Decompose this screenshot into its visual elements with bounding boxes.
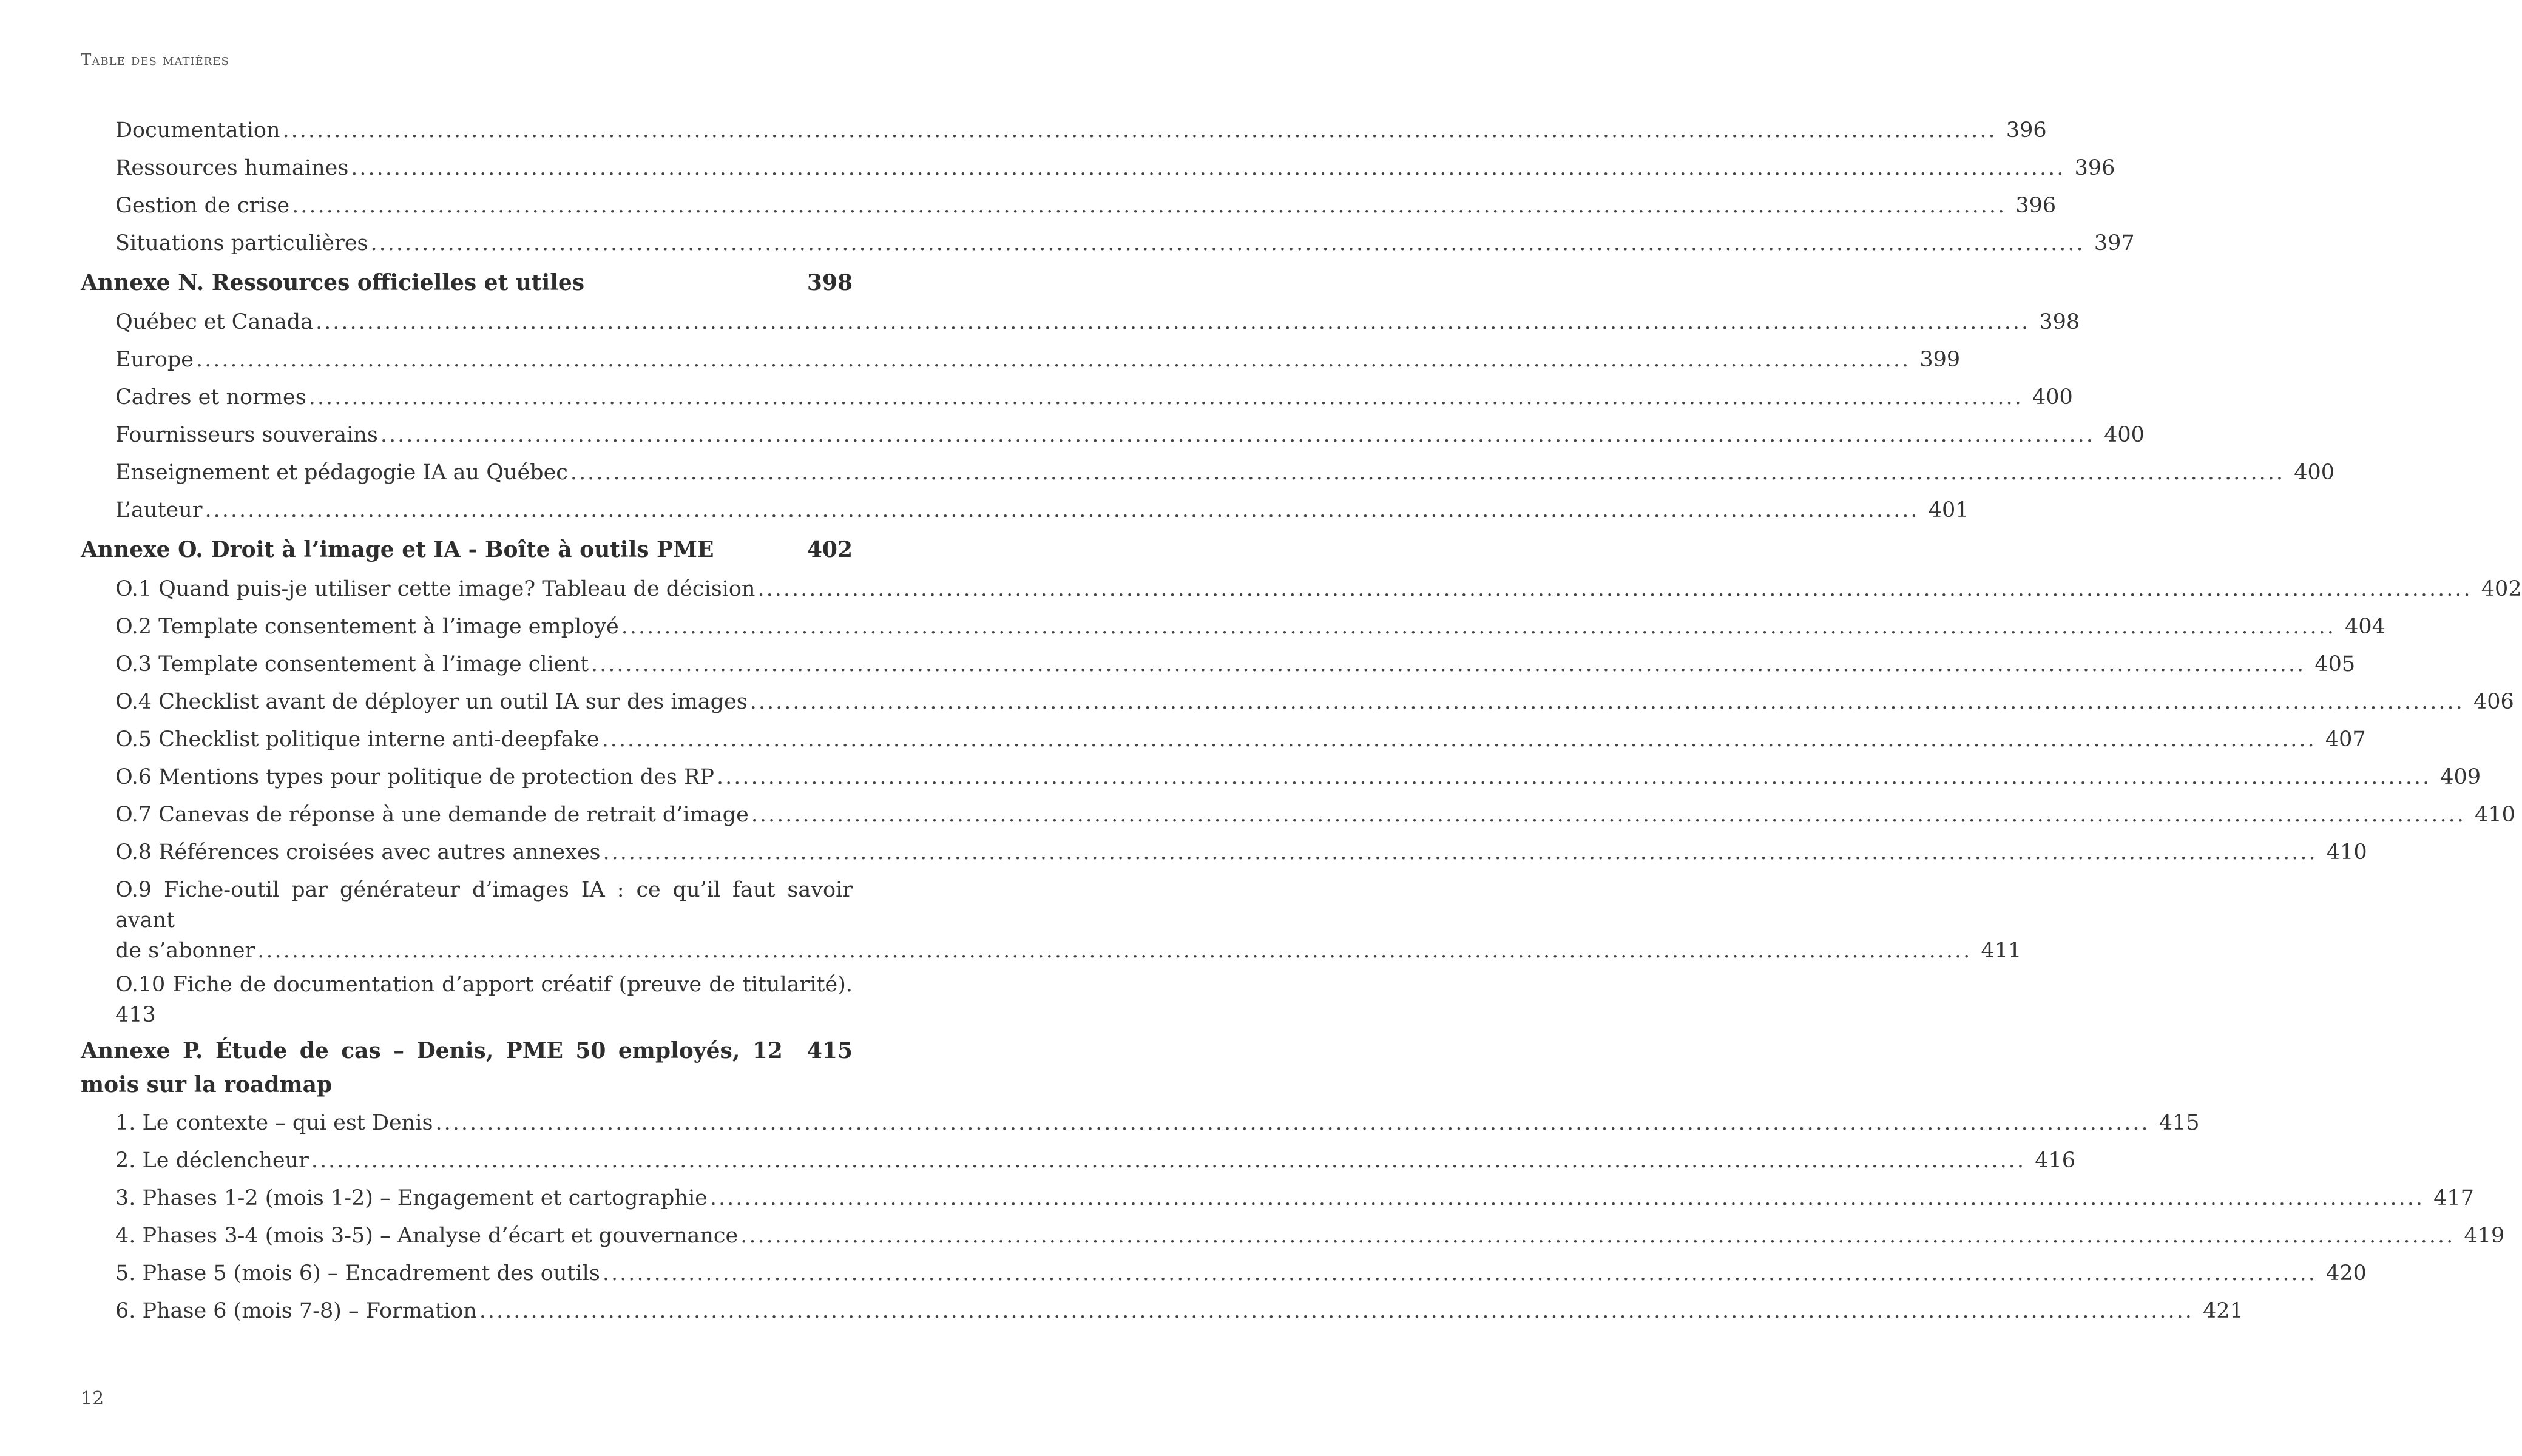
toc-entry[interactable] [81, 379, 2073, 416]
toc-entry[interactable] [81, 1104, 2200, 1142]
toc-entry-page: 409 [2440, 765, 2481, 789]
toc-entry-page: 413 [115, 1003, 156, 1027]
toc-entry[interactable] [81, 1142, 2076, 1179]
toc-entry[interactable] [81, 1292, 2243, 1330]
dot-leader: ........................................................................................................................................................................................................ [311, 1148, 2026, 1173]
toc-entry-page: 416 [2035, 1148, 2076, 1173]
toc-entry-label: Fournisseurs souverains [115, 423, 378, 447]
toc-entry-label: Ressources humaines [115, 156, 349, 180]
toc-entry-page: 398 [2039, 310, 2080, 334]
dot-leader: ........................................................................................................................................................................................................ [308, 385, 2023, 410]
toc-entry-page: 399 [1919, 348, 1961, 372]
toc-section-label: Annexe P. Étude de cas – Denis, PME 50 employés, 12 mois sur la roadmap [81, 1038, 783, 1097]
toc-entry-page: 406 [2473, 690, 2514, 714]
toc-entry[interactable] [81, 416, 2145, 454]
dot-leader: ........................................................................................................................................................................................................ [570, 460, 2285, 485]
toc-section-label: Annexe N. Ressources officielles et utiles [81, 270, 585, 295]
toc-entry-label: O.3 Template consentement à l’image client [115, 652, 589, 676]
toc-section-page: 398 [806, 270, 853, 295]
toc-section-heading[interactable] [81, 1034, 853, 1102]
toc-entry-label: O.7 Canevas de réponse à une demande de retrait d’image [115, 803, 749, 827]
toc-entry-label: O.6 Mentions types pour politique de protection des RP [115, 765, 714, 789]
toc-section-page: 415 [806, 1038, 853, 1063]
toc-entry[interactable] [81, 112, 2047, 149]
toc-entry[interactable] [81, 454, 2334, 491]
dot-leader: ........................................................................................................................................................................................................ [621, 615, 2336, 639]
toc-entry-page: 411 [1981, 939, 2022, 963]
toc-entry-label: 3. Phases 1-2 (mois 1-2) – Engagement et cartographie [115, 1186, 708, 1210]
dot-leader: ........................................................................................................................................................................................................ [435, 1111, 2150, 1135]
dot-leader: ........................................................................................................................................................................................................ [603, 840, 2317, 864]
toc-entry-multiline[interactable] [81, 969, 853, 1030]
toc-entry[interactable] [81, 1217, 2505, 1255]
toc-entry-line2 [115, 935, 2022, 966]
toc-entry[interactable] [81, 149, 2115, 187]
toc-section-label: Annexe O. Droit à l’image et IA - Boîte à outils PME [81, 537, 714, 562]
toc-entry-page: 397 [2094, 231, 2135, 255]
dot-leader: ........................................................................................................................................................................................................ [601, 727, 2316, 752]
dot-leader: ........................................................................................................................................................................................................ [282, 118, 1997, 143]
toc-section-page: 402 [806, 537, 853, 562]
table-of-contents [81, 112, 2522, 1330]
toc-entry-page: 404 [2345, 615, 2385, 639]
toc-entry[interactable] [81, 758, 2481, 796]
toc-entry[interactable] [81, 796, 2515, 834]
toc-entry-label-line1: O.9 Fiche-outil par générateur d’images IA : ce qu’il faut savoir avant [115, 878, 853, 932]
toc-entry-label: Documentation [115, 118, 280, 143]
toc-entry-label: Québec et Canada [115, 310, 314, 334]
toc-entry[interactable] [81, 1255, 2367, 1292]
dot-leader: ........................................................................................................................................................................................................ [716, 765, 2432, 789]
dot-leader: ........................................................................................................................................................................................................ [757, 577, 2472, 601]
toc-entry-page: 421 [2203, 1299, 2243, 1323]
toc-entry-page: 407 [2325, 727, 2366, 752]
running-header: Table des matières [81, 51, 229, 69]
toc-entry[interactable] [81, 645, 2356, 683]
dot-leader: ........................................................................................................................................................................................................ [257, 939, 1972, 963]
dot-leader: ........................................................................................................................................................................................................ [370, 231, 2085, 255]
toc-entry-page: 396 [2074, 156, 2115, 180]
toc-entry-label: Gestion de crise [115, 194, 290, 218]
toc-entry-label: Situations particulières [115, 231, 368, 255]
toc-entry[interactable] [81, 224, 2135, 262]
toc-entry-page: 419 [2464, 1224, 2505, 1248]
dot-leader: ........................................................................................................................................................................................................ [602, 1261, 2317, 1286]
toc-entry-label: 2. Le déclencheur [115, 1148, 309, 1173]
toc-entry-page: 405 [2314, 652, 2356, 676]
toc-entry-label: Europe [115, 348, 194, 372]
toc-entry-page: 400 [2032, 385, 2073, 410]
toc-section-heading[interactable] [81, 262, 853, 303]
toc-entry-label: 5. Phase 5 (mois 6) – Encadrement des outils [115, 1261, 600, 1286]
toc-entry[interactable] [81, 1179, 2475, 1217]
toc-entry-label: O.2 Template consentement à l’image employé [115, 615, 619, 639]
toc-entry-label: O.5 Checklist politique interne anti-deepfake [115, 727, 600, 752]
dot-leader: ........................................................................................................................................................................................................ [292, 194, 2007, 218]
toc-entry-page: 420 [2326, 1261, 2367, 1286]
toc-entry-page: 396 [2015, 194, 2057, 218]
toc-entry[interactable] [81, 491, 1969, 529]
toc-entry-label: 6. Phase 6 (mois 7-8) – Formation [115, 1299, 477, 1323]
toc-entry-label: 1. Le contexte – qui est Denis [115, 1111, 433, 1135]
toc-entry-label: Cadres et normes [115, 385, 306, 410]
toc-entry[interactable] [81, 341, 1961, 379]
toc-entry-label: L’auteur [115, 498, 203, 522]
toc-entry-label: Enseignement et pédagogie IA au Québec [115, 460, 568, 485]
toc-entry-label: O.4 Checklist avant de déployer un outil IA sur des images [115, 690, 748, 714]
toc-section-heading[interactable] [81, 529, 853, 570]
toc-entry-page: 401 [1928, 498, 1969, 522]
toc-entry-page: 400 [2104, 423, 2145, 447]
toc-entry-label: O.10 Fiche de documentation d’apport créatif (preuve de titularité). [115, 972, 853, 997]
page-number: 12 [81, 1388, 104, 1409]
toc-entry-page: 396 [2006, 118, 2047, 143]
toc-entry[interactable] [81, 834, 2367, 871]
toc-entry-label: O.1 Quand puis-je utiliser cette image? Tableau de décision [115, 577, 756, 601]
toc-entry-label-line2: de s’abonner [115, 939, 255, 963]
dot-leader: ........................................................................................................................................................................................................ [591, 652, 2306, 676]
toc-entry[interactable] [81, 608, 2385, 645]
dot-leader: ........................................................................................................................................................................................................ [316, 310, 2030, 334]
toc-entry-page: 402 [2481, 577, 2522, 601]
toc-entry-label: 4. Phases 3-4 (mois 3-5) – Analyse d’écart et gouvernance [115, 1224, 739, 1248]
dot-leader: ........................................................................................................................................................................................................ [740, 1224, 2455, 1248]
dot-leader: ........................................................................................................................................................................................................ [351, 156, 2066, 180]
toc-entry[interactable] [81, 721, 2366, 758]
dot-leader: ........................................................................................................................................................................................................ [205, 498, 1919, 522]
toc-entry-multiline[interactable] [81, 875, 2022, 966]
toc-entry-page: 410 [2326, 840, 2367, 864]
toc-entry[interactable] [81, 303, 2080, 341]
dot-leader: ........................................................................................................................................................................................................ [751, 803, 2466, 827]
toc-entry[interactable] [81, 570, 2522, 608]
toc-entry-page: 410 [2475, 803, 2515, 827]
toc-entry-page: 415 [2159, 1111, 2200, 1135]
toc-entry[interactable] [81, 683, 2514, 721]
dot-leader: ........................................................................................................................................................................................................ [479, 1299, 2194, 1323]
dot-leader: ........................................................................................................................................................................................................ [196, 348, 1911, 372]
dot-leader: ........................................................................................................................................................................................................ [709, 1186, 2425, 1210]
dot-leader: ........................................................................................................................................................................................................ [749, 690, 2464, 714]
toc-entry-label: O.8 Références croisées avec autres annexes [115, 840, 601, 864]
toc-entry-page: 400 [2294, 460, 2334, 485]
toc-entry[interactable] [81, 187, 2057, 224]
dot-leader: ........................................................................................................................................................................................................ [380, 423, 2095, 447]
toc-entry-page: 417 [2433, 1186, 2475, 1210]
